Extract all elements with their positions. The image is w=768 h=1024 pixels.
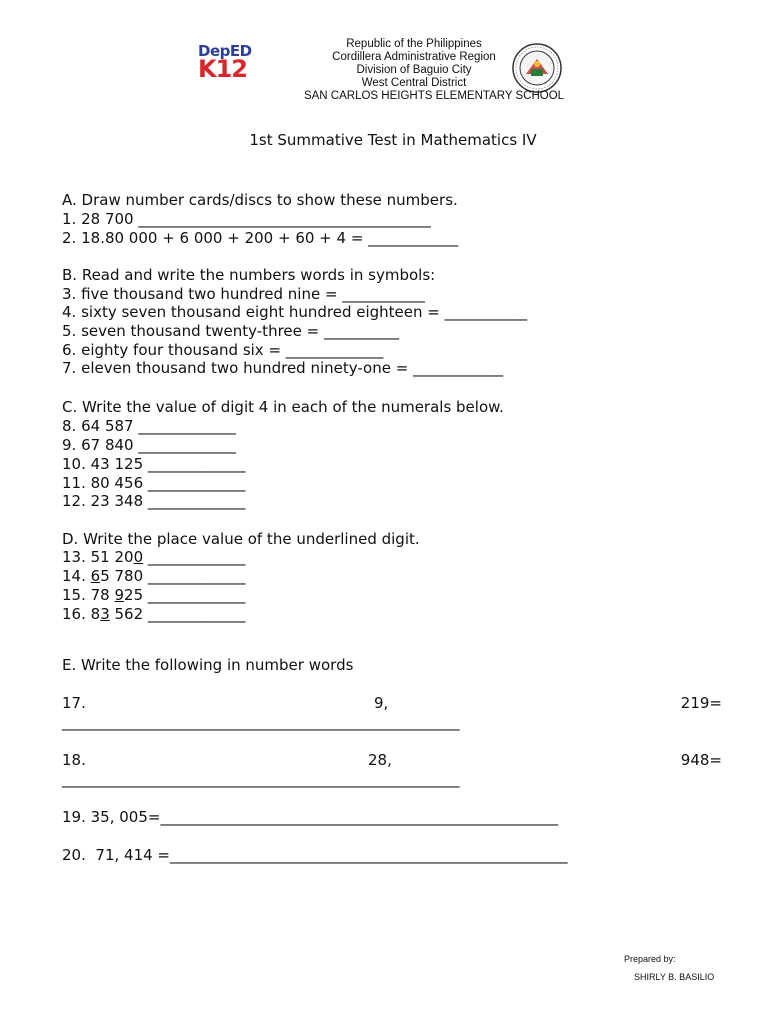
section-a-heading: A. Draw number cards/discs to show these numbers. [62, 191, 458, 209]
underlined-digit: 6 [90, 567, 101, 585]
section-e-heading: E. Write the following in number words [62, 656, 354, 674]
deped-logo-text: DepED [198, 42, 252, 60]
header-school: SAN CARLOS HEIGHTS ELEMENTARY SCHOOL [303, 90, 565, 102]
answer-blank[interactable]: ___________ [439, 303, 528, 321]
list-item: 7. eleven thousand two hundred ninety-one = ____________ [62, 359, 504, 377]
answer-blank[interactable]: _____________ [143, 567, 246, 585]
list-item: 12. 23 348 _____________ [62, 492, 246, 510]
header-district: West Central District [361, 77, 467, 89]
answer-blank[interactable]: _____________ [143, 455, 246, 473]
list-item: 14. 65 780 _____________ [62, 567, 246, 585]
list-item: 20. 71, 414 =_____________________________________________________ [62, 846, 568, 864]
answer-blank[interactable]: _____________ [133, 436, 236, 454]
preparer-name: SHIRLY B. BASILIO [634, 972, 715, 982]
answer-blank[interactable]: _______________________________________ [133, 210, 431, 228]
header-division: Division of Baguio City [356, 64, 472, 76]
list-item: 1. 28 700 _______________________________________ [62, 210, 431, 228]
prepared-by-label: Prepared by: [624, 954, 676, 964]
answer-blank[interactable]: _____________________________________________________ [62, 770, 460, 788]
list-item: 17. 9, 219= [62, 694, 722, 712]
answer-blank[interactable]: _____________ [281, 341, 384, 359]
list-item: 4. sixty seven thousand eight hundred eighteen = ___________ [62, 303, 528, 321]
k12-logo-text: K12 [198, 55, 247, 83]
list-item: 19. 35, 005=_____________________________________________________ [62, 808, 558, 826]
list-item: 16. 83 562 _____________ [62, 605, 246, 623]
answer-blank[interactable]: _____________ [143, 474, 246, 492]
answer-blank[interactable]: _____________________________________________________ [62, 713, 460, 731]
answer-blank[interactable]: ____________ [408, 359, 504, 377]
list-item: 3. five thousand two hundred nine = ___________ [62, 285, 425, 303]
list-item: 11. 80 456 _____________ [62, 474, 246, 492]
answer-blank[interactable]: __________ [319, 322, 399, 340]
page-title: 1st Summative Test in Mathematics IV [249, 131, 537, 149]
section-c-heading: C. Write the value of digit 4 in each of the numerals below. [62, 398, 504, 416]
section-d-heading: D. Write the place value of the underlined digit. [62, 530, 420, 548]
section-b-heading: B. Read and write the numbers words in symbols: [62, 266, 436, 284]
list-item: 2. 18.80 000 + 6 000 + 200 + 60 + 4 = ____________ [62, 229, 459, 247]
list-item: 6. eighty four thousand six = _____________ [62, 341, 384, 359]
list-item: 15. 78 925 _____________ [62, 586, 246, 604]
answer-blank[interactable]: _____________ [143, 586, 246, 604]
answer-blank[interactable]: _____________ [143, 605, 246, 623]
header-republic: Republic of the Philippines [346, 38, 482, 50]
underlined-digit: 3 [100, 605, 110, 623]
answer-blank[interactable]: ____________ [363, 229, 459, 247]
answer-blank[interactable]: _____________________________________________________ [160, 808, 558, 826]
answer-blank[interactable]: _____________ [143, 492, 246, 510]
answer-blank[interactable]: _____________ [133, 417, 236, 435]
list-item: 18. 28, 948= [62, 751, 722, 769]
list-item: 5. seven thousand twenty-three = __________ [62, 322, 399, 340]
answer-blank[interactable]: _____________________________________________________ [170, 846, 568, 864]
list-item: 9. 67 840 _____________ [62, 436, 236, 454]
underlined-digit: 0 [133, 548, 144, 566]
answer-blank[interactable]: ___________ [337, 285, 425, 303]
header-region: Cordillera Administrative Region [332, 51, 496, 63]
underlined-digit: 9 [114, 586, 125, 604]
list-item: 10. 43 125 _____________ [62, 455, 246, 473]
list-item: 13. 51 200 _____________ [62, 548, 246, 566]
answer-blank[interactable]: _____________ [143, 548, 246, 566]
list-item: 8. 64 587 _____________ [62, 417, 236, 435]
